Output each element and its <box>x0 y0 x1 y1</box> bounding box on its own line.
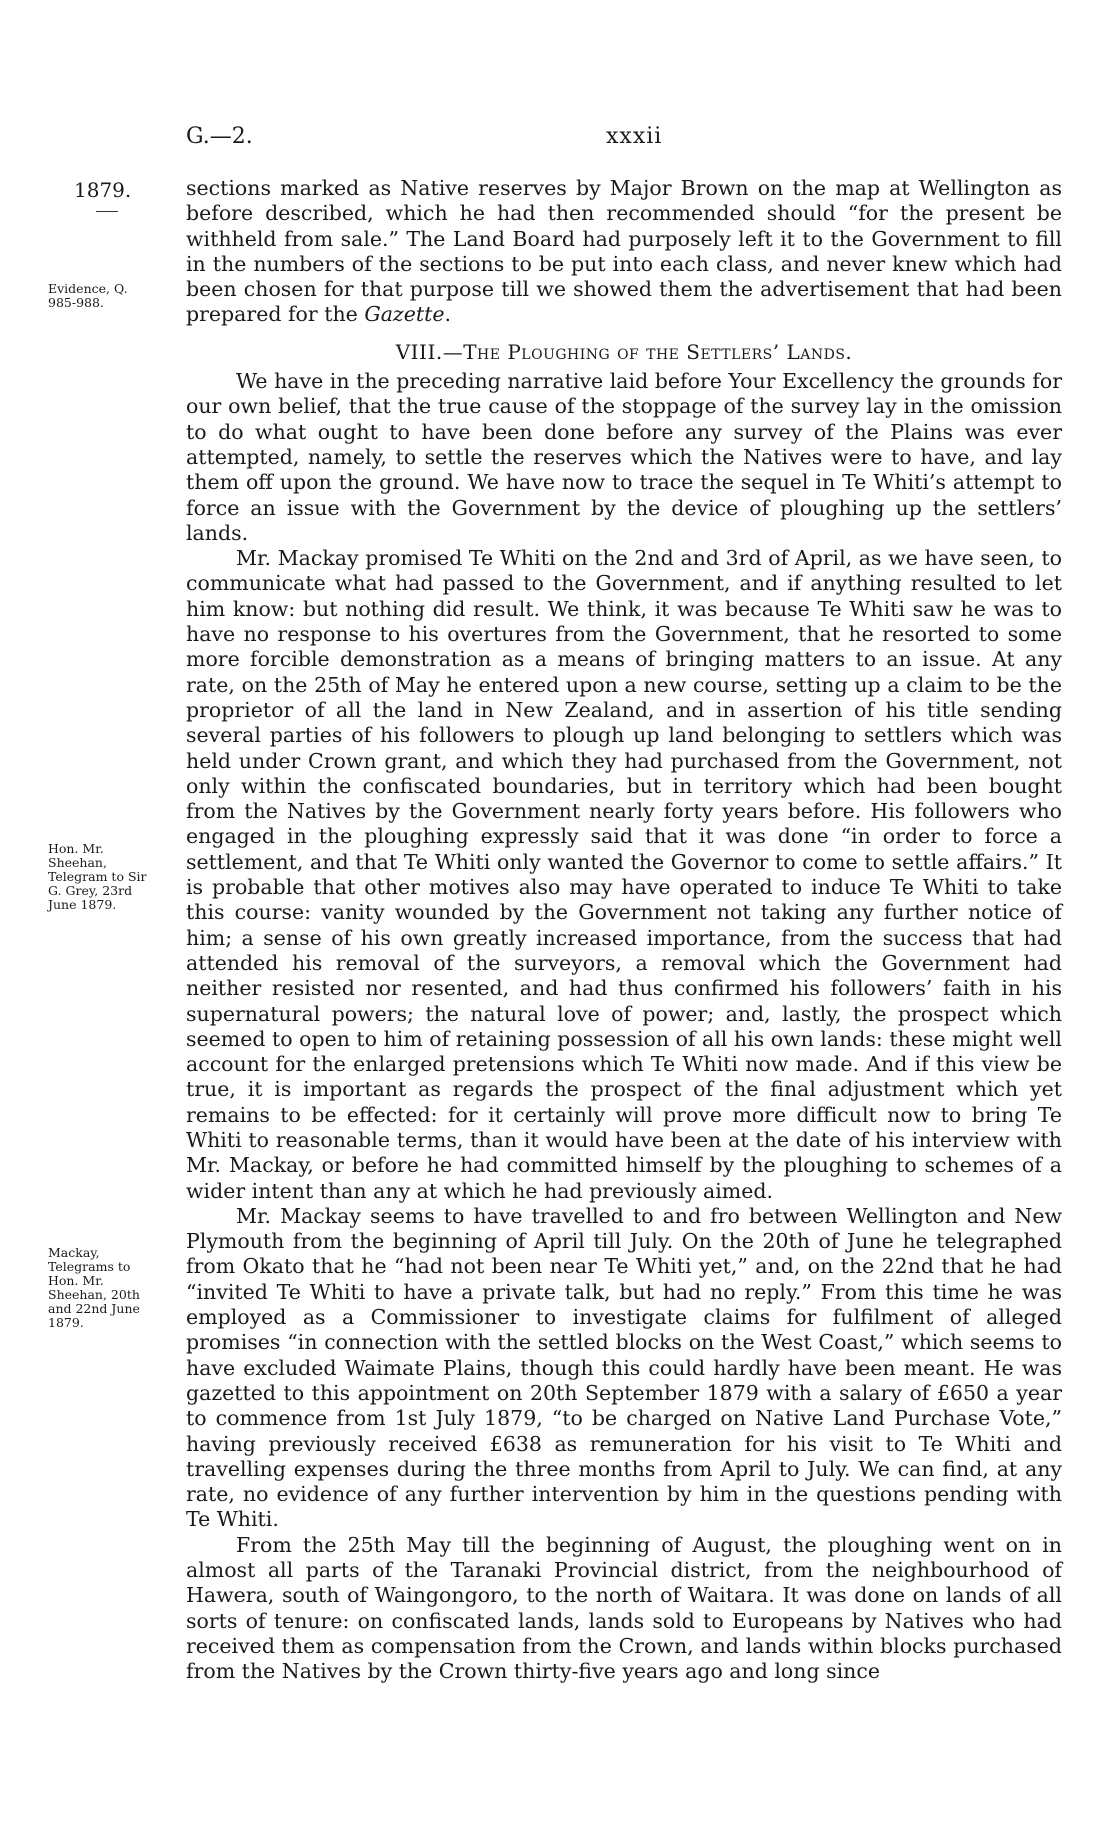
margin-note-sheehan-telegram: Hon. Mr. Sheehan, Telegram to Sir G. Grey, 23rd June 1879. <box>48 841 147 912</box>
margin-year-text: 1879. <box>74 178 132 202</box>
paragraph-2: Mr. Mackay promised Te Whiti on the 2nd and 3rd of April, as we have seen, to communicate what had passed to the Government, and if anything resulted to let him know: but nothing did result. We think, it was because Te Whiti saw he was to have no response to his overtures from the Government, that he resorted to some more forcible demonstration as a means of bringing matters to an issue. At any rate, on the 25th of May he entered upon a new course, setting up a claim to be the proprietor of all the land in New Zealand, and in assertion of his title sending several parties of his followers to plough up land belonging to settlers which was held under Crown grant, and which they had purchased from the Government, not only within the confiscated boundaries, but in territory which had been bought from the Natives by the Government nearly forty years before. His followers who engaged in the ploughing expressly said that it was done “in order to force a settlement, and that Te Whiti only wanted the Governor to come to settle affairs.” It is probable that other motives also may have operated to induce Te Whiti to take this course: vanity wounded by the Government not taking any further notice of him; a sense of his own greatly increased importance, from the success that had attended his removal of the surveyors, a removal which the Government had neither resisted nor resented, and had thus confirmed his followers’ faith in his supernatural powers; the natural love of power; and, lastly, the prospect which seemed to open to him of retaining possession of all his own lands: these might well account for the enlarged pretensions which Te Whiti now made. And if this view be true, it is important as regards the prospect of the final adjustment which yet remains to be effected: for it certainly will prove more difficult now to bring Te Whiti to reasonable terms, than it would have been at the date of his interview with Mr. Mackay, or before he had committed himself by the ploughing to schemes of a wider intent than any at which he had previously aimed. <box>186 546 1062 1203</box>
section-heading: VIII.—The Ploughing of the Settlers’ Lands. <box>395 339 853 364</box>
paragraph-3: Mr. Mackay seems to have travelled to and fro between Wellington and New Plymouth from the beginning of April till July. On the 20th of June he telegraphed from Okato that he “had not been near Te Whiti yet,” and, on the 22nd that he had “invited Te Whiti to have a private talk, but had no reply.” From this time he was employed as a Commissioner to investigate claims for fulfilment of alleged promises “in connection with the settled blocks on the West Coast,” which seems to have excluded Waimate Plains, though this could hardly have been meant. He was gazetted to this appointment on 20th September 1879 with a salary of £650 a year to commence from 1st July 1879, “to be charged on Native Land Purchase Vote,” having previously received £638 as remuneration for his visit to Te Whiti and travelling expenses during the three months from April to July. We can find, at any rate, no evidence of any further intervention by him in the questions pending with Te Whiti. <box>186 1203 1062 1532</box>
paragraph-4: From the 25th May till the beginning of August, the ploughing went on in almost all parts of the Taranaki Provincial district, from the neighbourhood of Hawera, south of Waingongoro, to the north of Waitara. It was done on lands of all sorts of tenure: on confiscated lands, lands sold to Europeans by Natives who had received them as compensation from the Crown, and lands within blocks purchased from the Natives by the Crown thirty-five years ago and long since <box>186 1532 1062 1684</box>
margin-year <box>74 178 154 212</box>
gazette-title: Gazette <box>364 302 445 327</box>
margin-rule <box>96 211 118 212</box>
document-code: G.—2. <box>186 124 253 149</box>
page-number: xxxii <box>606 124 663 149</box>
paragraph-period: . <box>444 302 451 327</box>
paragraph-continued-text: sections marked as Native reserves by Major Brown on the map at Wellington as before described, which he had then recommended should “for the present be withheld from sale.” The Land Board had purposely left it to the Government to fill in the numbers of the sections to be put into each class, and never knew which had been chosen for that purpose till we showed them the advertisement that had been prepared for the <box>186 176 1062 327</box>
paragraph-continued <box>186 176 1062 328</box>
page-header <box>186 124 1066 158</box>
margin-note-mackay-telegrams: Mackay, Telegrams to Hon. Mr. Sheehan, 20th and 22nd June 1879. <box>48 1245 140 1330</box>
margin-note-evidence: Evidence, Q. 985-988. <box>48 281 128 310</box>
main-text <box>186 176 1062 1685</box>
paragraph-1: We have in the preceding narrative laid before Your Excellency the grounds for our own belief, that the true cause of the stoppage of the survey lay in the omission to do what ought to have been done before any survey of the Plains was ever attempted, namely, to settle the reserves which the Natives were to have, and lay them off upon the ground. We have now to trace the sequel in Te Whiti’s attempt to force an issue with the Government by the device of ploughing up the settlers’ lands. <box>186 369 1062 545</box>
